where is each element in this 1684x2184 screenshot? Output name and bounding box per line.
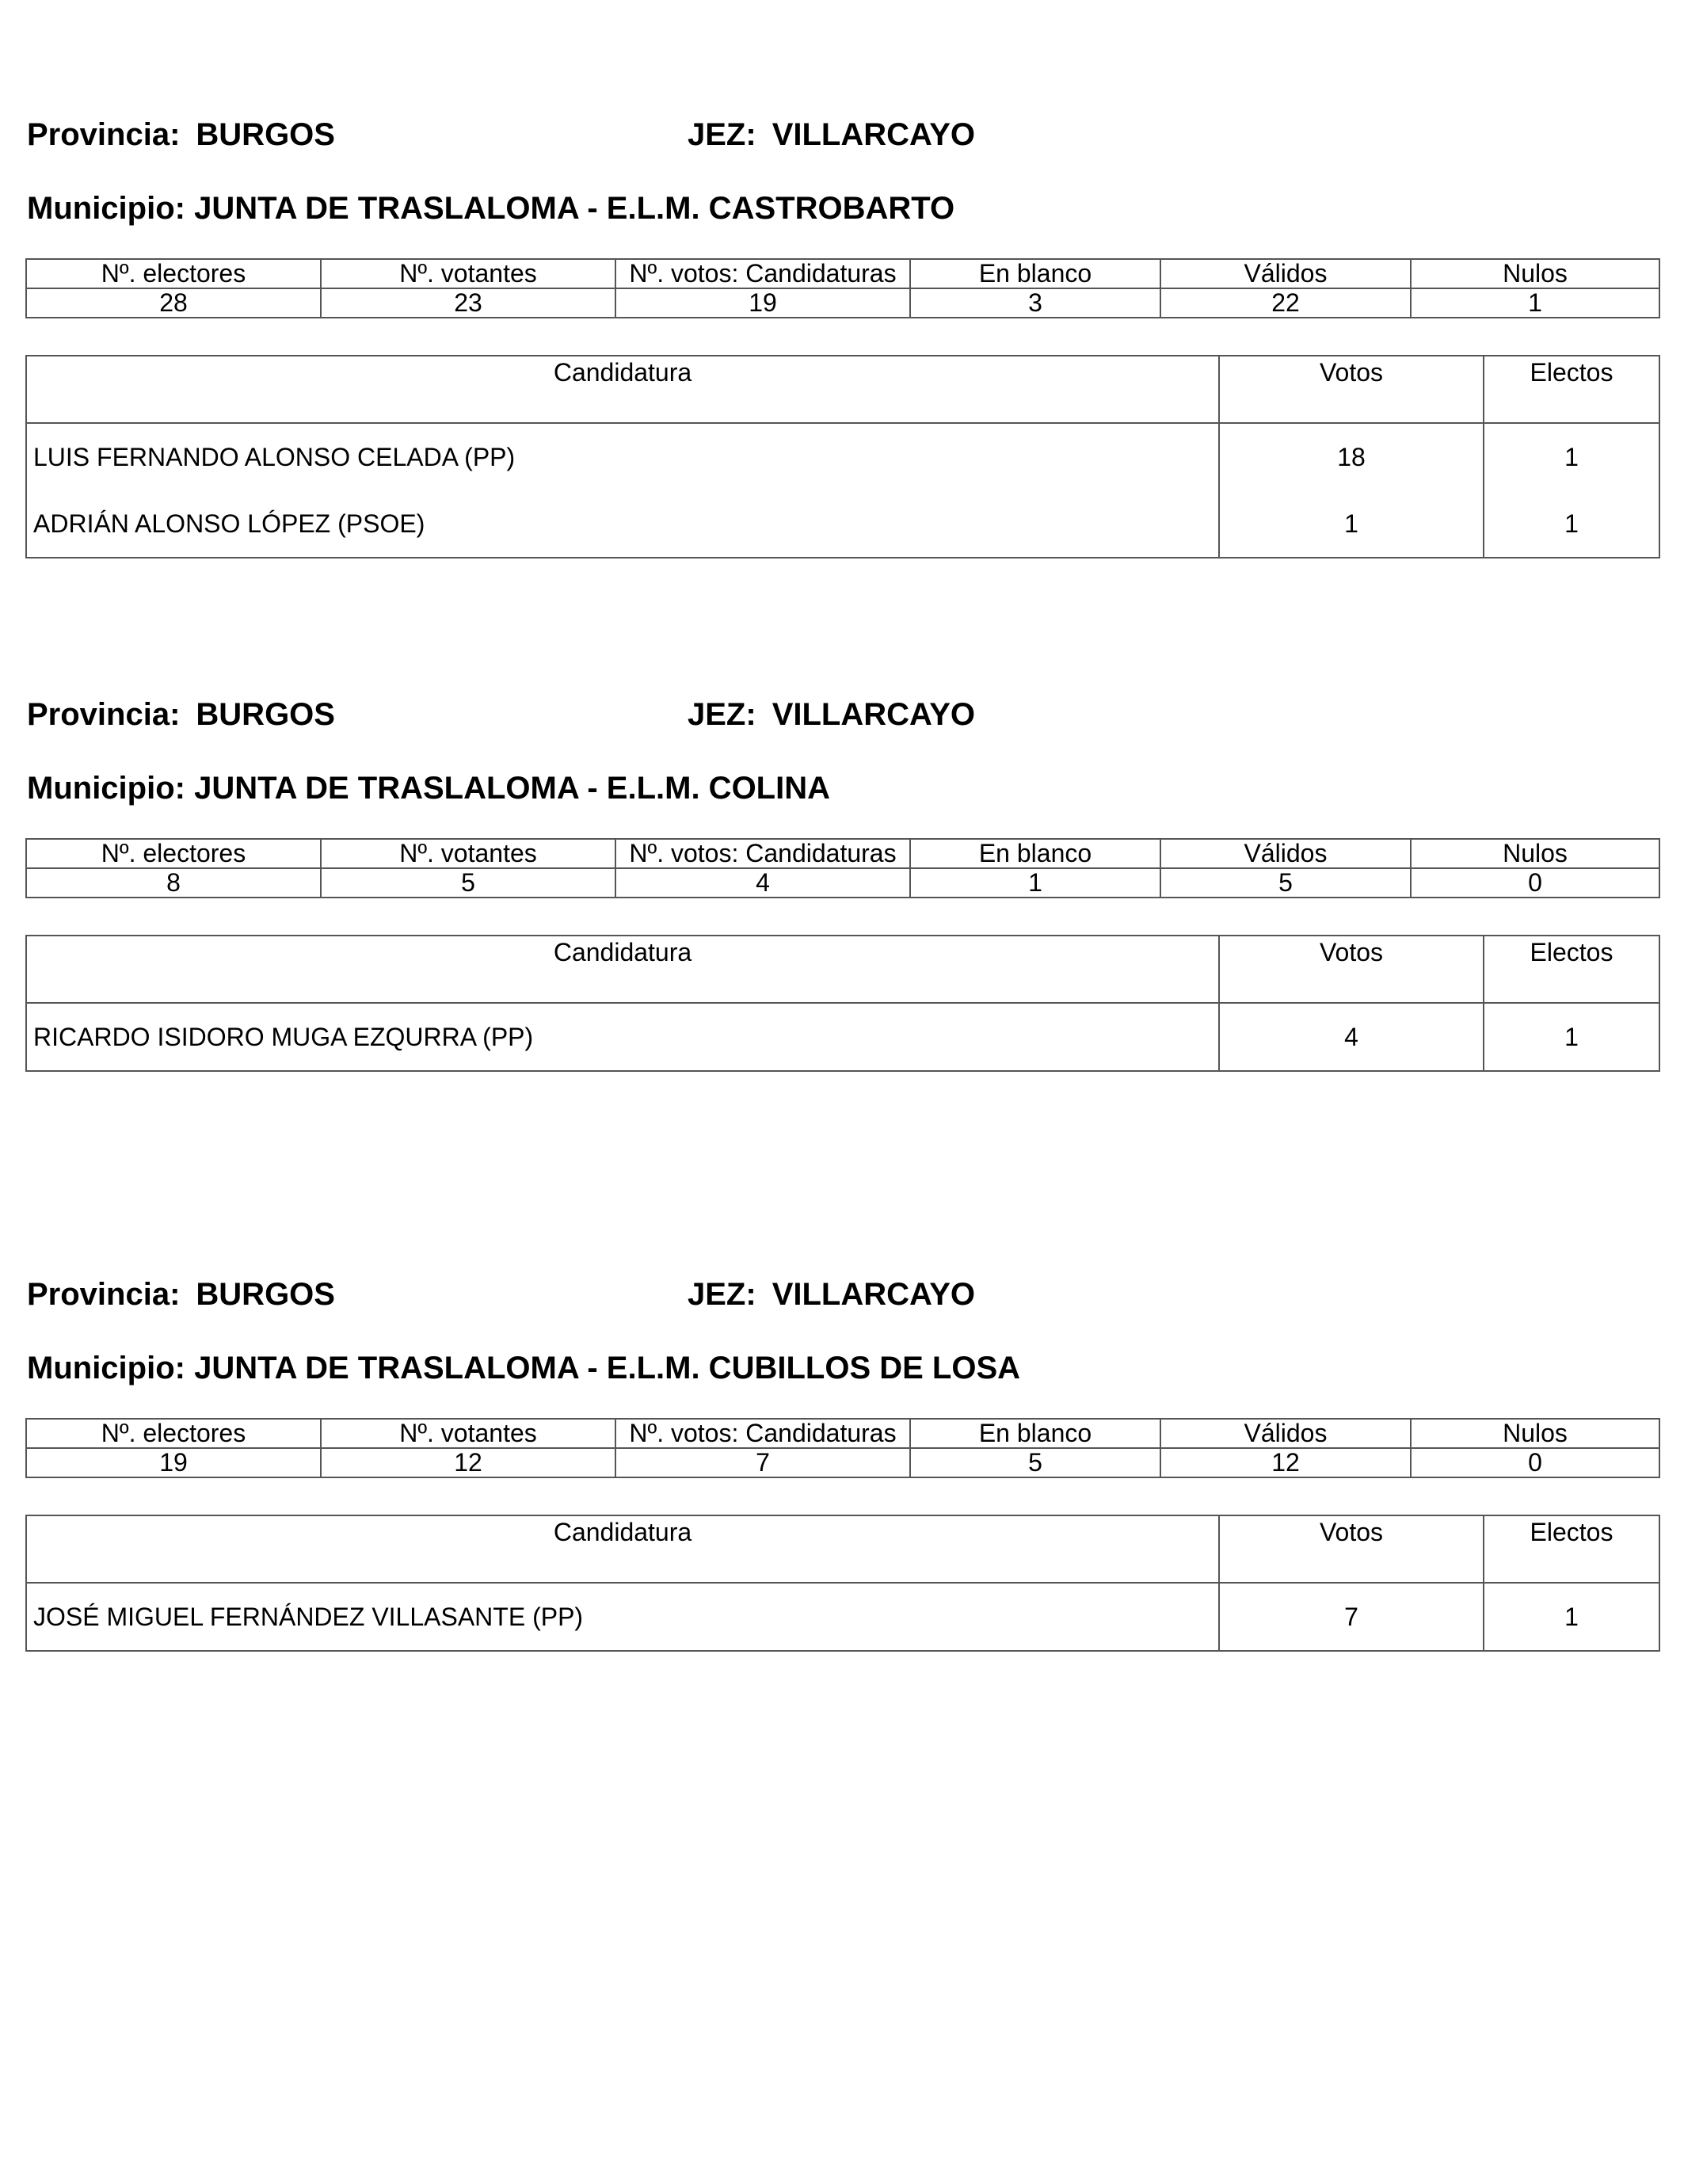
stats-value: 3: [910, 288, 1160, 318]
candidates-table: [25, 1515, 1660, 1652]
stats-value: 12: [1160, 1448, 1411, 1477]
stats-header: Nº. electores: [26, 259, 321, 288]
stats-header: Nulos: [1411, 839, 1659, 868]
provincia: Provincia: BURGOS: [27, 1277, 335, 1312]
result-section-colina: [25, 691, 1659, 1072]
candidate-row: [26, 1583, 1659, 1651]
header-votos: Votos: [1219, 1515, 1484, 1583]
candidate-row: [26, 490, 1659, 558]
stats-table: [25, 838, 1660, 898]
header-candidatura: Candidatura: [26, 356, 1219, 423]
candidate-votos: 18: [1219, 423, 1484, 490]
stats-header: Nº. electores: [26, 1419, 321, 1448]
jez: JEZ: VILLARCAYO: [688, 697, 976, 732]
stats-header: En blanco: [910, 259, 1160, 288]
jez: JEZ: VILLARCAYO: [688, 117, 976, 152]
stats-header: Válidos: [1160, 259, 1411, 288]
stats-header: Válidos: [1160, 839, 1411, 868]
candidate-name: JOSÉ MIGUEL FERNÁNDEZ VILLASANTE (PP): [26, 1583, 1219, 1651]
stats-header: Nº. votantes: [321, 259, 615, 288]
stats-header: Nulos: [1411, 259, 1659, 288]
header-candidatura: Candidatura: [26, 936, 1219, 1003]
stats-header: Nº. votos: Candidaturas: [615, 259, 910, 288]
candidate-votos: 7: [1219, 1583, 1484, 1651]
stats-value: 8: [26, 868, 321, 898]
stats-value: 19: [615, 288, 910, 318]
stats-value-row: [26, 1448, 1659, 1477]
result-section-cubillos-de-losa: [25, 1271, 1659, 1652]
candidate-name: LUIS FERNANDO ALONSO CELADA (PP): [26, 423, 1219, 490]
stats-header: Nº. votos: Candidaturas: [615, 1419, 910, 1448]
candidate-row: [26, 1003, 1659, 1071]
stats-table: [25, 1418, 1660, 1478]
stats-header: Nº. votos: Candidaturas: [615, 839, 910, 868]
stats-value: 4: [615, 868, 910, 898]
header-votos: Votos: [1219, 936, 1484, 1003]
municipio-title: Municipio: JUNTA DE TRASLALOMA - E.L.M. CUBILLOS DE LOSA: [27, 1351, 1021, 1385]
municipio-title: Municipio: JUNTA DE TRASLALOMA - E.L.M. COLINA: [27, 771, 831, 806]
header-candidatura: Candidatura: [26, 1515, 1219, 1583]
stats-header-row: [26, 839, 1659, 868]
stats-header: En blanco: [910, 839, 1160, 868]
provincia: Provincia: BURGOS: [27, 697, 335, 732]
stats-header: Nulos: [1411, 1419, 1659, 1448]
section-header: [25, 691, 1659, 738]
stats-header: Válidos: [1160, 1419, 1411, 1448]
stats-value: 28: [26, 288, 321, 318]
result-section-castrobarto: [25, 111, 1659, 558]
candidates-table: [25, 935, 1660, 1072]
candidate-electos: 1: [1484, 1583, 1659, 1651]
stats-value: 19: [26, 1448, 321, 1477]
stats-header: En blanco: [910, 1419, 1160, 1448]
stats-table: [25, 258, 1660, 318]
section-header: [25, 1271, 1659, 1318]
stats-value: 1: [1411, 288, 1659, 318]
candidates-header-row: [26, 356, 1659, 423]
candidate-row: [26, 423, 1659, 490]
stats-value: 5: [1160, 868, 1411, 898]
candidate-votos: 4: [1219, 1003, 1484, 1071]
stats-value: 0: [1411, 1448, 1659, 1477]
stats-value: 5: [910, 1448, 1160, 1477]
stats-header: Nº. votantes: [321, 1419, 615, 1448]
stats-header: Nº. votantes: [321, 839, 615, 868]
header-electos: Electos: [1484, 356, 1659, 423]
section-header: [25, 111, 1659, 158]
municipio-title: Municipio: JUNTA DE TRASLALOMA - E.L.M. CASTROBARTO: [27, 191, 955, 226]
provincia: Provincia: BURGOS: [27, 117, 335, 152]
header-electos: Electos: [1484, 936, 1659, 1003]
stats-value-row: [26, 868, 1659, 898]
stats-value: 23: [321, 288, 615, 318]
stats-header-row: [26, 1419, 1659, 1448]
stats-value: 22: [1160, 288, 1411, 318]
stats-value: 0: [1411, 868, 1659, 898]
candidate-votos: 1: [1219, 490, 1484, 558]
candidate-name: ADRIÁN ALONSO LÓPEZ (PSOE): [26, 490, 1219, 558]
header-electos: Electos: [1484, 1515, 1659, 1583]
candidate-name: RICARDO ISIDORO MUGA EZQURRA (PP): [26, 1003, 1219, 1071]
candidate-electos: 1: [1484, 1003, 1659, 1071]
candidates-header-row: [26, 936, 1659, 1003]
candidates-header-row: [26, 1515, 1659, 1583]
stats-value: 5: [321, 868, 615, 898]
stats-value: 12: [321, 1448, 615, 1477]
stats-value-row: [26, 288, 1659, 318]
candidates-table: [25, 355, 1660, 558]
stats-value: 1: [910, 868, 1160, 898]
header-votos: Votos: [1219, 356, 1484, 423]
stats-header-row: [26, 259, 1659, 288]
candidate-electos: 1: [1484, 423, 1659, 490]
stats-header: Nº. electores: [26, 839, 321, 868]
stats-value: 7: [615, 1448, 910, 1477]
candidate-electos: 1: [1484, 490, 1659, 558]
jez: JEZ: VILLARCAYO: [688, 1277, 976, 1312]
